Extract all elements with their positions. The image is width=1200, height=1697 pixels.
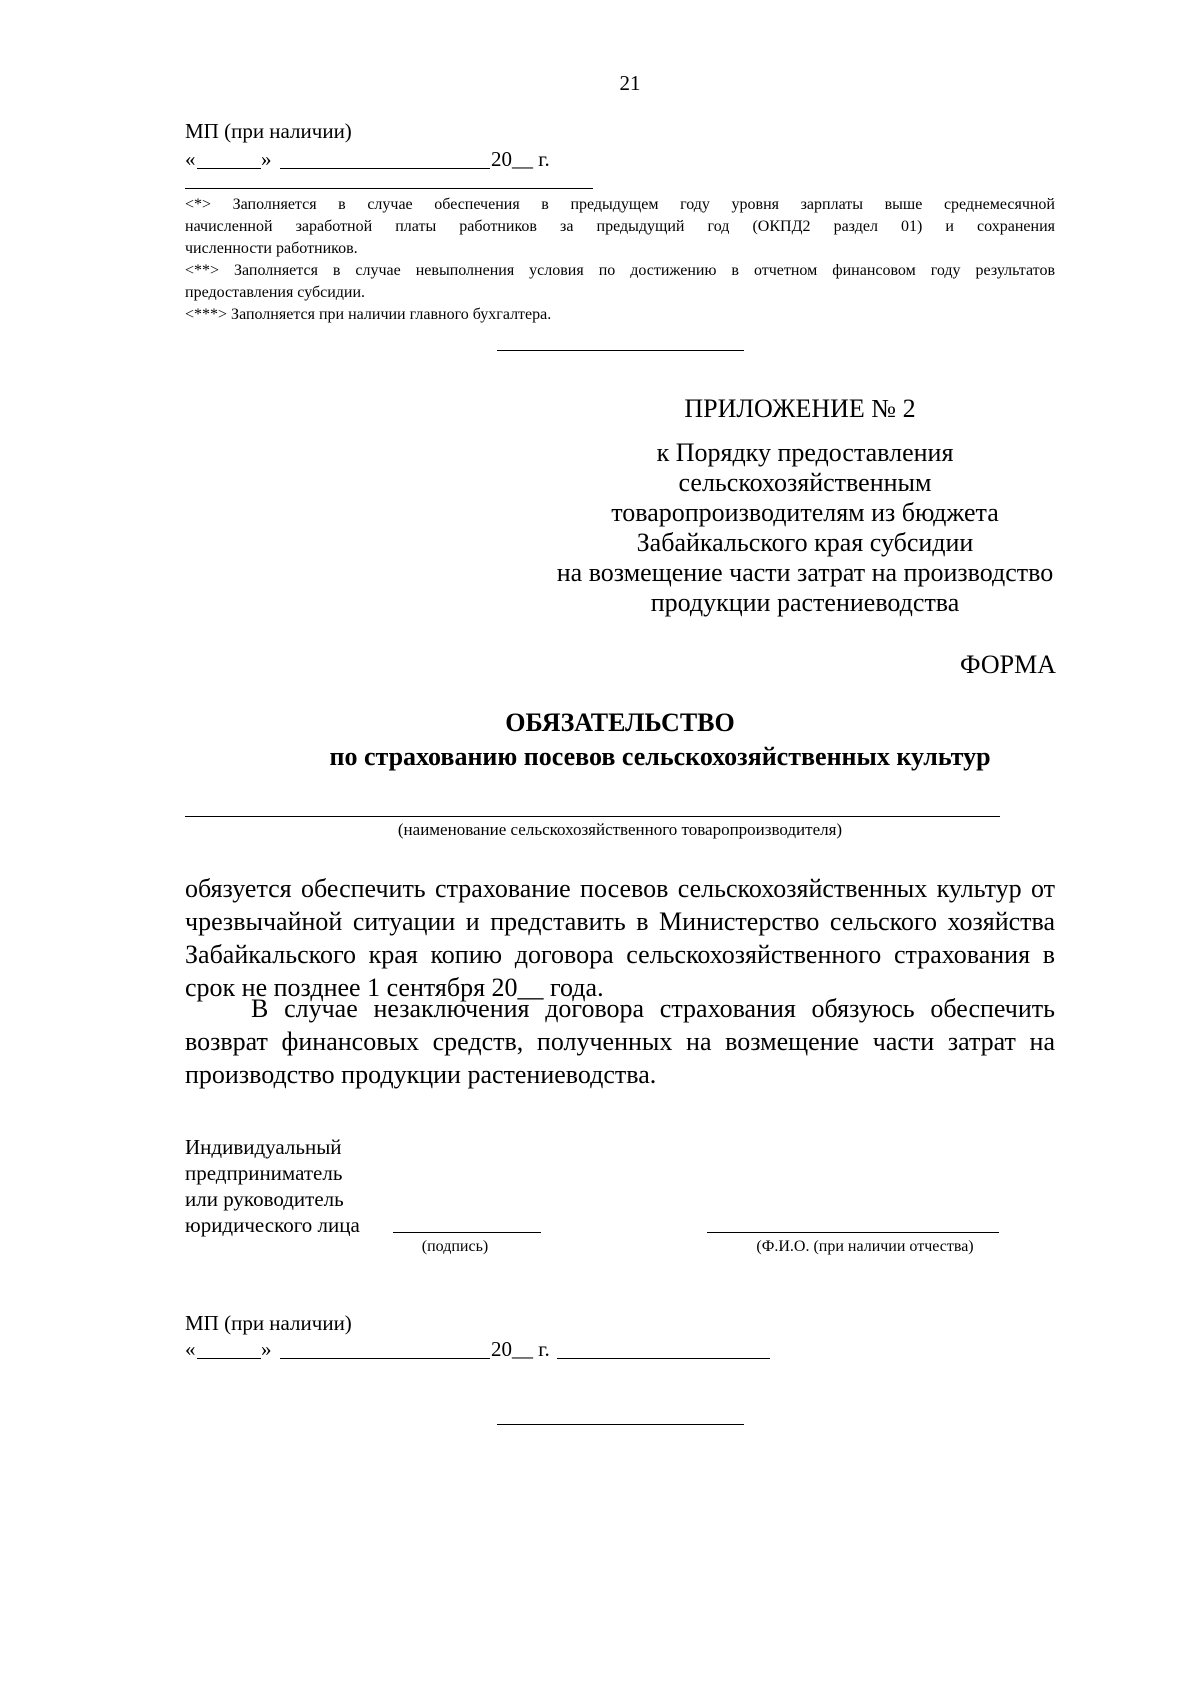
body-line: обязуется обеспечить страхование посевов сельскохозяйственных культур от [185,874,1055,903]
date-open-quote: « [185,1337,196,1361]
body-line: Забайкальского края копию договора сельскохозяйственного страхования в [185,940,1055,969]
signer-role-line: юридического лица [185,1213,360,1237]
date-year: 20__ г. [491,1337,550,1361]
appendix-line: товаропроизводителям из бюджета [611,498,999,527]
month-blank [280,1358,490,1359]
footnote-line: начисленной заработной платы работников за предыдущий год (ОКПД2 раздел 01) и сохранения [185,218,1055,235]
heading-title: ОБЯЗАТЕЛЬСТВО [505,708,735,737]
appendix-line: сельскохозяйственным [678,468,932,497]
appendix-line: продукции растениеводства [650,588,960,617]
date-year: 20__ г. [491,147,550,171]
footnote-line: <***> Заполняется при наличии главного бухгалтера. [185,306,552,323]
date-open-quote: « [185,147,196,171]
signer-role-line: или руководитель [185,1187,344,1211]
mp-label-bottom: МП (при наличии) [185,1311,352,1335]
footnote-separator [185,188,593,189]
body-line: возврат финансовых средств, полученных на возмещение части затрат на [185,1027,1055,1056]
page-number: 21 [619,71,641,95]
footnote-line: предоставления субсидии. [185,284,366,301]
signer-role-line: предприниматель [185,1161,343,1185]
date-line-bottom [185,1336,785,1362]
date-close-quote: » [261,147,272,171]
producer-caption: (наименование сельскохозяйственного товаропроизводителя) [397,820,843,839]
full-name-caption: (Ф.И.О. (при наличии отчества) [756,1238,974,1255]
section-divider [497,350,744,351]
appendix-line: Забайкальского края субсидии [636,528,974,557]
day-blank [197,1358,261,1359]
signature-caption: (подпись) [421,1238,489,1255]
producer-name-field [185,816,1000,817]
appendix-text [545,438,1065,618]
footnotes [185,194,1055,326]
body-paragraph-1 [185,872,1055,1004]
appendix-title: ПРИЛОЖЕНИЕ № 2 [684,394,916,423]
date-close-quote: » [261,1337,272,1361]
body-line: срок не позднее 1 сентября 20__ года. [185,973,604,1002]
signer-role [185,1134,360,1238]
footnote-line: <*> Заполняется в случае обеспечения в предыдущем году уровня зарплаты выше среднемесячной [185,196,1055,213]
appendix-line: к Порядку предоставления [656,438,954,467]
body-line: чрезвычайной ситуации и представить в Министерство сельского хозяйства [185,907,1055,936]
footnote-line: численности работников. [185,240,358,257]
appendix-line: на возмещение части затрат на производство [556,558,1054,587]
footnote-line: <**> Заполняется в случае невыполнения условия по достижению в отчетном финансовом году результатов [185,262,1055,279]
date-line [185,146,605,172]
signer-role-line: Индивидуальный [185,1135,342,1159]
full-name-field [707,1232,999,1233]
heading-subtitle: по страхованию посевов сельскохозяйственных культур [329,742,991,771]
day-blank [197,168,261,169]
extra-blank [557,1358,770,1359]
signature-field [393,1232,541,1233]
body-line: производство продукции растениеводства. [185,1060,657,1089]
body-line: В случае незаключения договора страхования обязуюсь обеспечить [251,994,1055,1023]
mp-label: МП (при наличии) [185,119,352,143]
body-paragraph-2 [185,992,1055,1091]
month-blank [280,168,490,169]
end-divider [497,1424,744,1425]
form-label: ФОРМА [960,650,1056,679]
